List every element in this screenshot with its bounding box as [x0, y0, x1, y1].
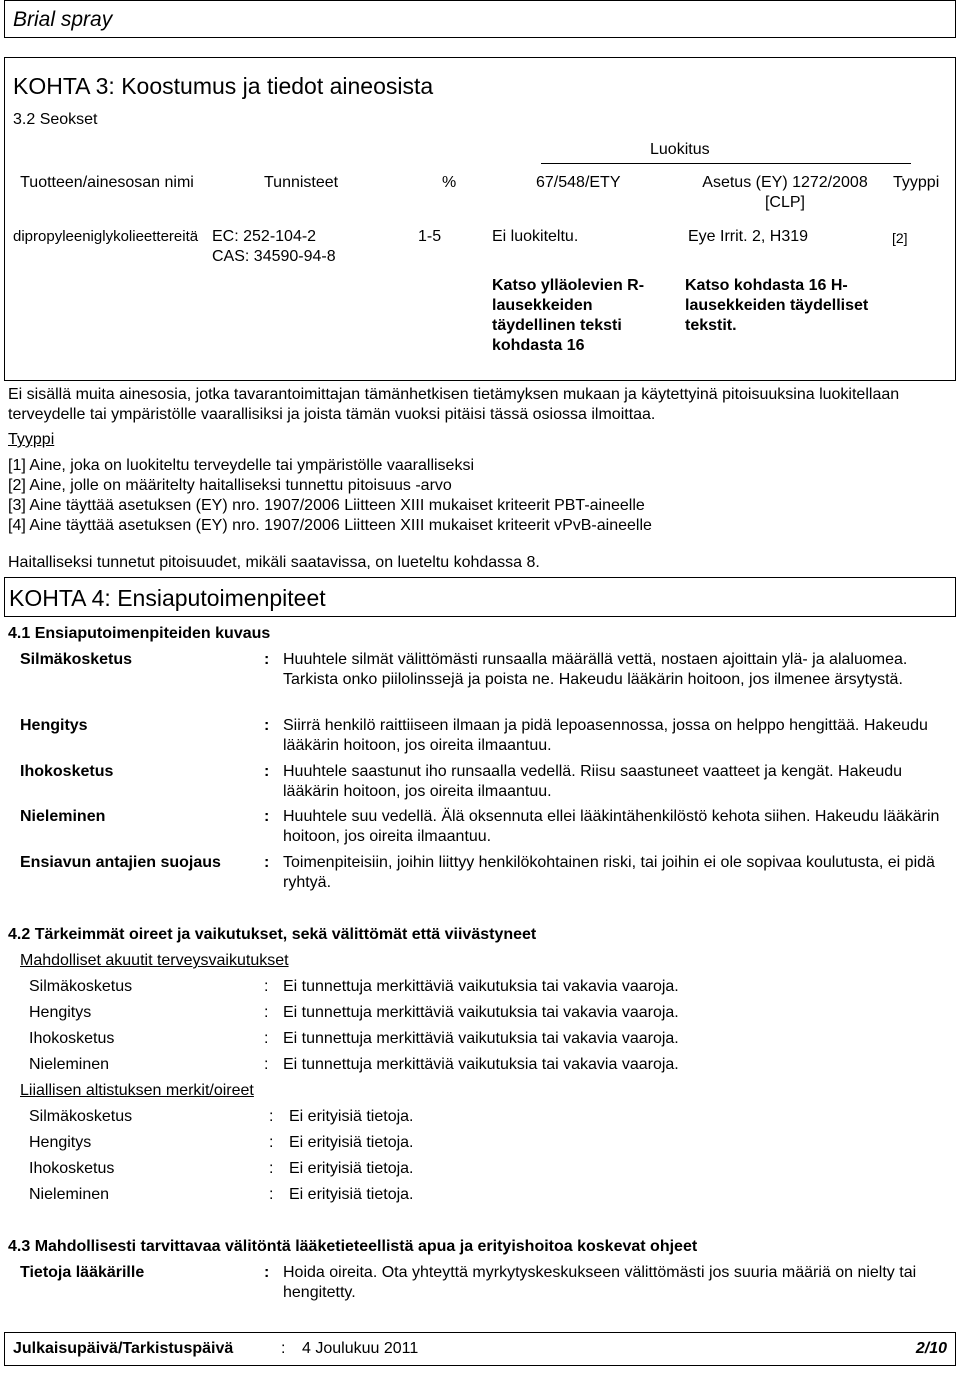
product-name: Brial spray	[13, 8, 113, 31]
type-list-item-1: [1] Aine, joka on luokiteltu terveydelle tai ympäristölle vaaralliseksi	[8, 457, 475, 474]
first-aid-label-inhalation: Hengitys	[20, 717, 88, 734]
note-r-phrases: Katso ylläolevien R-lausekkeiden täydellinen teksti kohdasta 16	[492, 277, 645, 354]
footer-bar	[4, 1332, 956, 1366]
overexp-text-ingestion: Ei erityisiä tietoja.	[289, 1186, 414, 1203]
section3-subtitle: 3.2 Seokset	[13, 111, 98, 128]
colon: :	[264, 1056, 269, 1073]
first-aid-label-eye: Silmäkosketus	[20, 651, 133, 668]
luokitus-rule	[541, 163, 911, 164]
colon: :	[264, 651, 270, 668]
overexp-text-skin: Ei erityisiä tietoja.	[289, 1160, 414, 1177]
footer-date-value: 4 Joulukuu 2011	[302, 1340, 419, 1357]
type-list-item-4: [4] Aine täyttää asetuksen (EY) nro. 1907/2006 Liitteen XIII mukaiset kriteerit vPvB-aineelle	[8, 517, 652, 534]
acute-label-ingestion: Nieleminen	[29, 1056, 110, 1073]
colon: :	[281, 1340, 286, 1357]
acute-text-skin: Ei tunnettuja merkittäviä vaikutuksia tai vakavia vaaroja.	[283, 1030, 679, 1047]
colon: :	[264, 808, 270, 825]
acute-text-inhalation: Ei tunnettuja merkittäviä vaikutuksia tai vakavia vaaroja.	[283, 1004, 679, 1021]
first-aid-label-ingestion: Nieleminen	[20, 808, 106, 825]
acute-text-ingestion: Ei tunnettuja merkittäviä vaikutuksia tai vakavia vaaroja.	[283, 1056, 679, 1073]
exposure-note: Haitalliseksi tunnetut pitoisuudet, mikäli saatavissa, on lueteltu kohdassa 8.	[8, 554, 540, 571]
acute-heading: Mahdolliset akuutit terveysvaikutukset	[20, 952, 289, 969]
first-aid-text-protection: Toimenpiteisiin, joihin liittyy henkilökohtainen riski, tai joihin ei ole sopivaa koulutusta, ei pidä ryhtyä.	[283, 854, 935, 891]
table-row-percent: 1-5	[418, 228, 442, 245]
col-header-type: Tyyppi	[893, 174, 940, 191]
col-header-luokitus: Luokitus	[650, 141, 710, 158]
subsection-4-1: 4.1 Ensiaputoimenpiteiden kuvaus	[8, 625, 271, 642]
first-aid-text-inhalation: Siirrä henkilö raittiiseen ilmaan ja pidä lepoasennossa, jossa on helppo hengittää. Hakeudu lääkärin hoitoon, jos oireita ilmaantuu.	[283, 717, 928, 754]
colon: :	[264, 1004, 269, 1021]
acute-label-eye: Silmäkosketus	[29, 978, 133, 995]
table-row-name: dipropyleeniglykolieettereitä	[13, 228, 199, 245]
header-bar	[4, 0, 956, 38]
section4-title: KOHTA 4: Ensiaputoimenpiteet	[9, 585, 326, 611]
first-aid-text-eye: Huuhtele silmät välittömästi runsaalla määrällä vettä, nostaen ajoittain ylä- ja alaluomea. Tarkista onko piilolinssejä ja poista ne. Hakeudu lääkärin hoitoon, jos ilmenee ärsytystä.	[283, 651, 908, 688]
first-aid-text-skin: Huuhtele saastunut iho runsaalla vedellä. Riisu saastuneet vaatteet ja kengät. Hakeudu lääkärin hoitoon, jos oireita ilmaantuu.	[283, 763, 903, 800]
type-heading: Tyyppi	[8, 431, 55, 448]
colon: :	[264, 1264, 270, 1281]
colon: :	[264, 978, 269, 995]
table-row-clp: Eye Irrit. 2, H319	[688, 228, 809, 245]
page-number: 2/10	[915, 1340, 947, 1357]
doctor-label: Tietoja lääkärille	[20, 1264, 145, 1281]
acute-label-inhalation: Hengitys	[29, 1004, 92, 1021]
section4-title-box	[4, 577, 956, 617]
colon: :	[269, 1108, 274, 1125]
overexp-label-inhalation: Hengitys	[29, 1134, 92, 1151]
overexp-text-eye: Ei erityisiä tietoja.	[289, 1108, 414, 1125]
note-h-phrases: Katso kohdasta 16 H-lausekkeiden täydelliset tekstit.	[685, 277, 869, 334]
table-row-ec: EC: 252-104-2	[212, 228, 317, 245]
col-header-dsd: 67/548/ETY	[536, 174, 621, 191]
overexp-label-ingestion: Nieleminen	[29, 1186, 110, 1203]
table-row-dsd: Ei luokiteltu.	[492, 228, 579, 245]
footer-date-label: Julkaisupäivä/Tarkistuspäivä	[13, 1340, 234, 1357]
col-header-percent: %	[442, 174, 457, 191]
colon: :	[264, 717, 270, 734]
overexp-label-skin: Ihokosketus	[29, 1160, 115, 1177]
first-aid-text-ingestion: Huuhtele suu vedellä. Älä oksennuta ellei lääkintähenkilöstö kehota siihen. Hakeudu lääkärin hoitoon, jos oireita ilmaantuu.	[283, 808, 940, 845]
section3-box	[4, 57, 956, 381]
section3-title: KOHTA 3: Koostumus ja tiedot aineosista	[13, 73, 434, 99]
section3-paragraph: Ei sisällä muita ainesosia, jotka tavarantoimittajan tämänhetkisen tietämyksen mukaan ja käytettyinä pitoisuuksina luokitellaan terveydelle tai ympäristölle vaarallisiksi ja joista tämän vuoksi pitäisi tässä osiossa ilmoittaa.	[8, 386, 900, 423]
overexposure-heading: Liiallisen altistuksen merkit/oireet	[20, 1082, 254, 1099]
colon: :	[269, 1186, 274, 1203]
subsection-4-2: 4.2 Tärkeimmät oireet ja vaikutukset, sekä välittömät että viivästyneet	[8, 926, 537, 943]
type-list-item-3: [3] Aine täyttää asetuksen (EY) nro. 1907/2006 Liitteen XIII mukaiset kriteerit PBT-aineelle	[8, 497, 645, 514]
type-list-item-2: [2] Aine, jolle on määritelty haitalliseksi tunnettu pitoisuus -arvo	[8, 477, 452, 494]
overexp-label-eye: Silmäkosketus	[29, 1108, 133, 1125]
colon: :	[269, 1134, 274, 1151]
first-aid-label-skin: Ihokosketus	[20, 763, 114, 780]
acute-label-skin: Ihokosketus	[29, 1030, 115, 1047]
col-header-name: Tuotteen/ainesosan nimi	[20, 174, 194, 191]
acute-text-eye: Ei tunnettuja merkittäviä vaikutuksia tai vakavia vaaroja.	[283, 978, 679, 995]
col-header-identifiers: Tunnisteet	[264, 174, 339, 191]
table-row-type: [2]	[892, 230, 908, 246]
colon: :	[269, 1160, 274, 1177]
first-aid-label-protection: Ensiavun antajien suojaus	[20, 854, 221, 871]
colon: :	[264, 1030, 269, 1047]
subsection-4-3: 4.3 Mahdollisesti tarvittavaa välitöntä lääketieteellistä apua ja erityishoitoa koskevat ohjeet	[8, 1238, 698, 1255]
doctor-text: Hoida oireita. Ota yhteyttä myrkytyskeskukseen välittömästi jos suuria määriä on nielty tai hengitetty.	[283, 1264, 917, 1301]
colon: :	[264, 763, 270, 780]
colon: :	[264, 854, 270, 871]
overexp-text-inhalation: Ei erityisiä tietoja.	[289, 1134, 414, 1151]
table-row-cas: CAS: 34590-94-8	[212, 248, 336, 265]
col-header-clp: Asetus (EY) 1272/2008 [CLP]	[702, 174, 868, 211]
